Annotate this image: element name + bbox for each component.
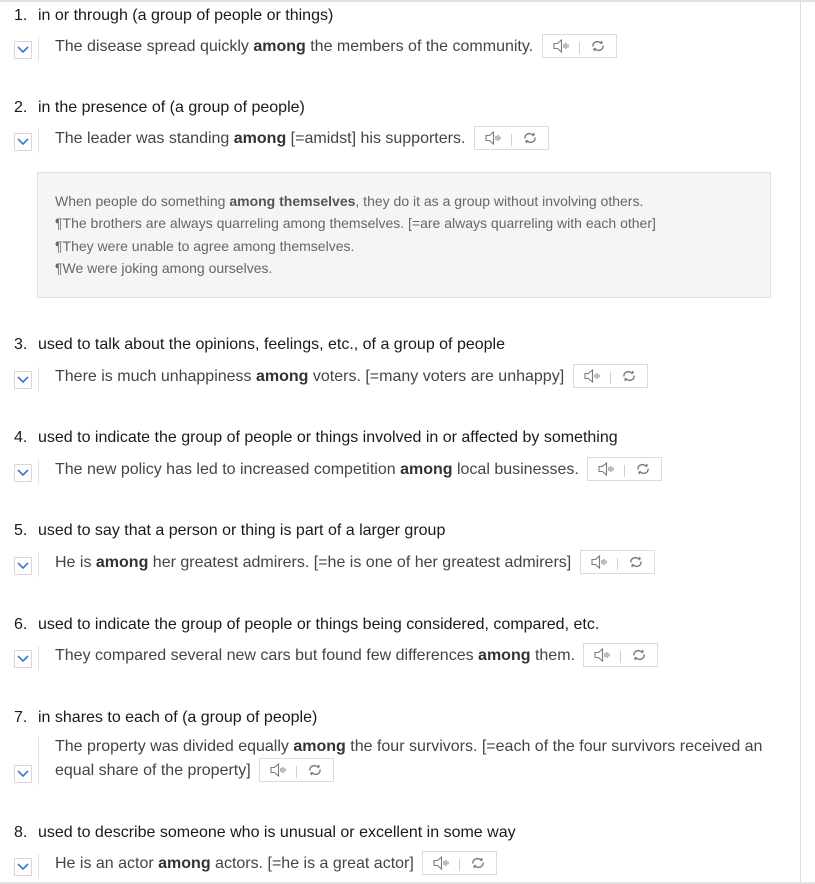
definition-text: used to say that a person or thing is part of a larger group: [38, 522, 446, 539]
repeat-icon: [307, 763, 323, 777]
definition-text: in shares to each of (a group of people): [38, 709, 318, 726]
sense-number: 4.: [14, 429, 28, 446]
chevron-down-icon: [17, 46, 29, 54]
audio-controls: [573, 364, 648, 388]
example-sentence: The new policy has led to increased competition among local businesses.: [55, 458, 662, 482]
usage-example: ¶The brothers are always quarreling among themselves. [=are always quarreling with each other]: [55, 215, 656, 231]
speaker-icon: [598, 462, 616, 476]
sense-number: 5.: [14, 522, 28, 539]
play-audio-button[interactable]: [581, 551, 617, 573]
speaker-icon: [433, 856, 451, 870]
example-bar: [38, 129, 39, 153]
example-sentence: They compared several new cars but found few differences among them.: [55, 644, 658, 668]
repeat-audio-button[interactable]: [618, 551, 654, 573]
audio-controls: [583, 643, 658, 667]
right-border: [800, 0, 801, 884]
repeat-icon: [621, 369, 637, 383]
expand-toggle[interactable]: [14, 41, 32, 59]
play-audio-button[interactable]: [543, 35, 579, 57]
sense-number: 8.: [14, 824, 28, 841]
top-border: [0, 0, 815, 2]
repeat-audio-button[interactable]: [611, 365, 647, 387]
expand-toggle[interactable]: [14, 765, 32, 783]
sense-definition: [14, 428, 618, 448]
speaker-icon: [594, 648, 612, 662]
sense-definition: [14, 708, 317, 728]
sense-definition: [14, 6, 333, 26]
chevron-down-icon: [17, 863, 29, 871]
play-audio-button[interactable]: [423, 852, 459, 874]
example-bar: [38, 737, 39, 785]
speaker-icon: [485, 131, 503, 145]
expand-toggle[interactable]: [14, 464, 32, 482]
definition-text: used to indicate the group of people or things being considered, compared, etc.: [38, 616, 600, 633]
sense-number: 7.: [14, 709, 28, 726]
repeat-audio-button[interactable]: [460, 852, 496, 874]
expand-toggle[interactable]: [14, 858, 32, 876]
speaker-icon: [553, 39, 571, 53]
sense-number: 6.: [14, 616, 28, 633]
repeat-icon: [635, 462, 651, 476]
sense-number: 3.: [14, 336, 28, 353]
example-sentence: He is an actor among actors. [=he is a great actor]: [55, 852, 497, 876]
repeat-audio-button[interactable]: [512, 127, 548, 149]
example-sentence: The disease spread quickly among the members of the community.: [55, 35, 617, 59]
repeat-icon: [628, 555, 644, 569]
audio-controls: [474, 126, 549, 150]
repeat-icon: [470, 856, 486, 870]
expand-toggle[interactable]: [14, 557, 32, 575]
chevron-down-icon: [17, 770, 29, 778]
play-audio-button[interactable]: [574, 365, 610, 387]
example-bar: [38, 460, 39, 484]
example-bar: [38, 367, 39, 391]
sense-definition: [14, 615, 599, 635]
example-sentence: The property was divided equally among the four survivors. [=each of the four survivors received an equal share of the property]: [55, 735, 775, 783]
example-sentence: The leader was standing among [=amidst] his supporters.: [55, 127, 549, 151]
example-bar: [38, 37, 39, 61]
expand-toggle[interactable]: [14, 371, 32, 389]
definition-text: used to talk about the opinions, feelings, etc., of a group of people: [38, 336, 505, 353]
definition-text: used to indicate the group of people or things involved in or affected by something: [38, 429, 618, 446]
example-bar: [38, 646, 39, 670]
chevron-down-icon: [17, 469, 29, 477]
definition-text: in or through (a group of people or things): [38, 7, 334, 24]
repeat-icon: [631, 648, 647, 662]
sense-number: 2.: [14, 99, 28, 116]
chevron-down-icon: [17, 655, 29, 663]
repeat-audio-button[interactable]: [297, 759, 333, 781]
chevron-down-icon: [17, 138, 29, 146]
repeat-audio-button[interactable]: [625, 458, 661, 480]
play-audio-button[interactable]: [475, 127, 511, 149]
usage-intro: When people do something among themselves, they do it as a group without involving others.: [55, 193, 644, 209]
sense-definition: [14, 521, 445, 541]
audio-controls: [587, 457, 662, 481]
sense-definition: [14, 335, 505, 355]
sense-number: 1.: [14, 7, 28, 24]
expand-toggle[interactable]: [14, 133, 32, 151]
audio-controls: [542, 34, 617, 58]
pilcrow-icon: ¶: [55, 238, 63, 254]
chevron-down-icon: [17, 562, 29, 570]
audio-controls: [422, 851, 497, 875]
audio-controls: [580, 550, 655, 574]
speaker-icon: [591, 555, 609, 569]
example-sentence: He is among her greatest admirers. [=he is one of her greatest admirers]: [55, 551, 655, 575]
pilcrow-icon: ¶: [55, 260, 63, 276]
usage-example: ¶We were joking among ourselves.: [55, 260, 273, 276]
chevron-down-icon: [17, 376, 29, 384]
sense-definition: [14, 823, 516, 843]
definition-text: used to describe someone who is unusual or excellent in some way: [38, 824, 516, 841]
play-audio-button[interactable]: [260, 759, 296, 781]
definition-text: in the presence of (a group of people): [38, 99, 305, 116]
play-audio-button[interactable]: [584, 644, 620, 666]
example-bar: [38, 854, 39, 878]
speaker-icon: [270, 763, 288, 777]
audio-controls: [259, 758, 334, 782]
example-bar: [38, 553, 39, 577]
repeat-icon: [522, 131, 538, 145]
repeat-audio-button[interactable]: [621, 644, 657, 666]
usage-example: ¶They were unable to agree among themselves.: [55, 238, 355, 254]
speaker-icon: [584, 369, 602, 383]
sense-definition: [14, 98, 305, 118]
repeat-icon: [590, 39, 606, 53]
expand-toggle[interactable]: [14, 650, 32, 668]
play-audio-button[interactable]: [588, 458, 624, 480]
pilcrow-icon: ¶: [55, 215, 63, 231]
example-sentence: There is much unhappiness among voters. [=many voters are unhappy]: [55, 365, 648, 389]
repeat-audio-button[interactable]: [580, 35, 616, 57]
usage-note: [37, 172, 771, 298]
